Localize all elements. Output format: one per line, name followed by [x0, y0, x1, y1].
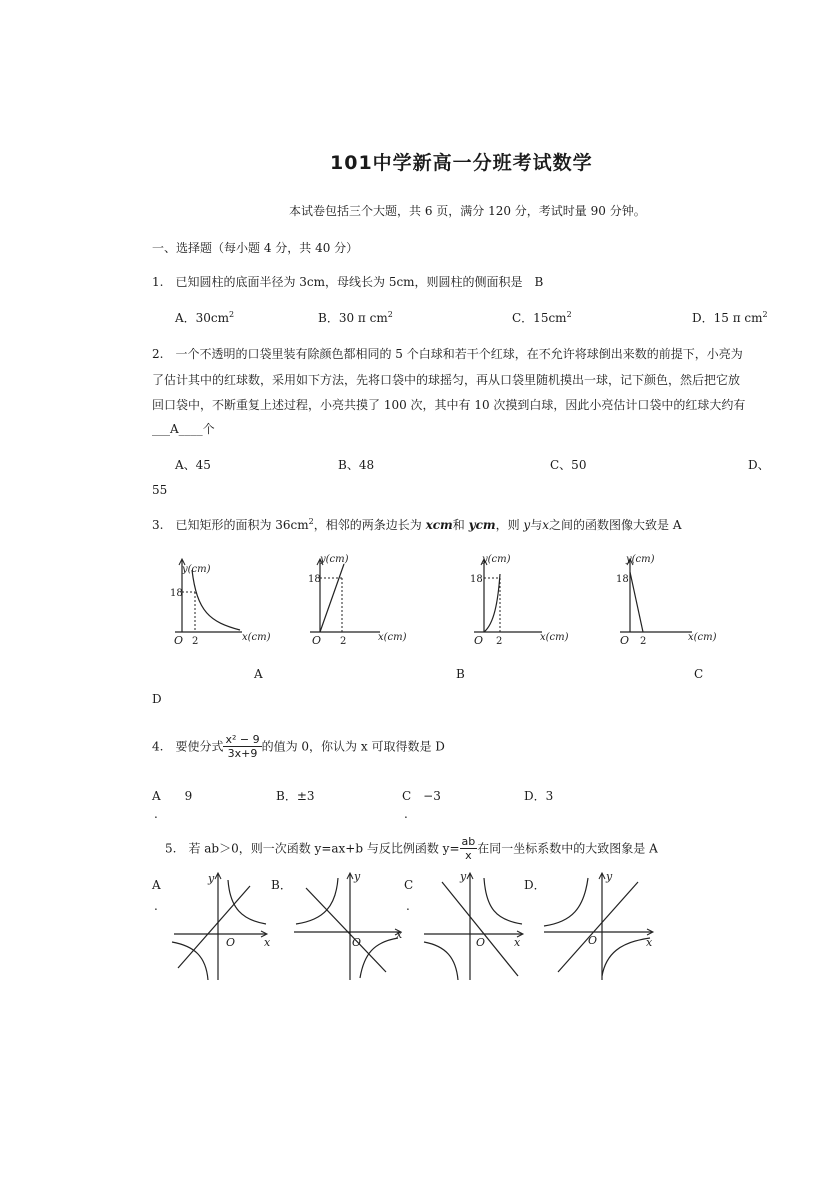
q5-label-d: D．	[524, 878, 546, 892]
q1-stem: 1. 已知圆柱的底面半径为 3cm，母线长为 5cm，则圆柱的侧面积是 B	[152, 275, 544, 289]
q3c-origin: O	[474, 634, 484, 647]
q3b-tick-2: 2	[340, 636, 347, 647]
q3c-axis-y: y(cm)	[482, 554, 511, 565]
q5-label-c: C	[404, 878, 414, 892]
q3c-axis-x: x(cm)	[540, 632, 569, 643]
q3-label-a: A	[254, 667, 263, 681]
q5-label-a: A	[152, 878, 161, 892]
q3-label-c: C	[694, 667, 704, 681]
q5b-axis-x: x	[396, 928, 403, 941]
q5b-axis-y: y	[354, 870, 361, 883]
q3-label-b: B	[456, 667, 465, 681]
q5d-origin: O	[588, 934, 598, 947]
q3a-origin: O	[174, 634, 184, 647]
q3a-axis-y: y(cm)	[182, 564, 211, 575]
q5-stem: 5. 若 ab＞0，则一次函数 y=ax+b 与反比例函数 y= $\frac{ab}{x}$ 在同一坐标系数中的大致图象是 A	[165, 835, 658, 862]
q5c-axis-x: x	[514, 936, 521, 949]
q2-option-c: C、50	[550, 458, 587, 472]
q3b-origin: O	[312, 634, 322, 647]
q5-graph-a	[172, 868, 282, 983]
q4-stem: 4. 要使分式 $\frac{\text{x² − 9}}{3x+9}$ 的值为 0，你认为 x 可取得数是 D	[152, 733, 445, 760]
q3-label-d: D	[152, 692, 162, 706]
q5d-axis-y: y	[606, 870, 613, 883]
q3-graph-b	[306, 552, 416, 647]
section-heading: 一、选择题（每小题 4 分，共 40 分）	[152, 241, 359, 255]
exam-intro: 本试卷包括三个大题，共 6 页，满分 120 分，考试时量 90 分钟。	[289, 204, 646, 218]
q5d-axis-x: x	[646, 936, 653, 949]
q3b-axis-y: y(cm)	[320, 554, 349, 565]
q3-graph-a	[170, 552, 280, 647]
q3-graph-d	[616, 552, 726, 647]
q3d-axis-y: y(cm)	[626, 554, 655, 565]
q3a-tick-18: 18	[170, 588, 183, 599]
q5c-axis-y: y	[460, 870, 467, 883]
q2-line-4: ___A____个	[152, 422, 215, 436]
q5b-origin: O	[352, 936, 362, 949]
q3d-axis-x: x(cm)	[688, 632, 717, 643]
q5-dot-a: .	[154, 899, 158, 913]
q5a-axis-y: y	[208, 872, 215, 885]
q2-option-d: D、	[748, 458, 770, 472]
q4-option-d: D．3	[524, 789, 554, 803]
q1-option-d: D．15 π $cm^2$	[692, 310, 768, 325]
q1-option-a: A．$30cm^2$	[175, 310, 235, 325]
q2-option-a: A、45	[175, 458, 211, 472]
q2-option-d-value: 55	[152, 483, 168, 497]
q1-option-c: C．$15cm^2$	[512, 310, 572, 325]
q5-dot-c: .	[406, 899, 410, 913]
q3c-tick-2: 2	[496, 636, 503, 647]
q5-graph-d	[544, 868, 659, 983]
q5-graph-b	[294, 868, 409, 983]
page-title: 101中学新高一分班考试数学	[330, 152, 593, 174]
q5a-axis-x: x	[264, 936, 271, 949]
q4-option-c: C −3	[402, 789, 441, 803]
q4-dot-a: .	[154, 807, 158, 821]
q4-option-b: B．±3	[276, 789, 315, 803]
q3c-tick-18: 18	[470, 574, 483, 585]
q2-option-b: B、48	[338, 458, 375, 472]
q3d-origin: O	[620, 634, 630, 647]
q3b-axis-x: x(cm)	[378, 632, 407, 643]
q5-graph-c	[424, 868, 534, 983]
q3a-tick-2: 2	[192, 636, 199, 647]
q4-option-a: A 9	[152, 789, 193, 803]
q2-line-3: 回口袋中，不断重复上述过程，小亮共摸了 100 次，其中有 10 次摸到白球，因此小亮估计口袋中的红球大约有	[152, 398, 746, 412]
q2-line-2: 了估计其中的红球数，采用如下方法，先将口袋中的球摇匀，再从口袋里随机摸出一球，记下颜色，然后把它放	[152, 373, 741, 387]
q2-line-1: 2. 一个不透明的口袋里装有除颜色都相同的 5 个白球和若干个红球，在不允许将球倒出来数的前提下，小亮为	[152, 347, 743, 361]
q3d-tick-2: 2	[640, 636, 647, 647]
q4-dot-c: .	[404, 807, 408, 821]
q3b-tick-18: 18	[308, 574, 321, 585]
q3d-tick-18: 18	[616, 574, 629, 585]
q3-stem: 3. 已知矩形的面积为 $36cm^2$，相邻的两条边长为 xcm和 ycm，则 y与x之间的函数图像大致是 A	[152, 517, 682, 532]
q5a-origin: O	[226, 936, 236, 949]
q3a-axis-x: x(cm)	[242, 632, 271, 643]
q3-graph-c	[470, 552, 580, 647]
q4-fraction: $\frac{\text{x² − 9}}{3x+9}$	[225, 733, 260, 760]
q1-option-b: B．30 π $cm^2$	[318, 310, 393, 325]
q5c-origin: O	[476, 936, 486, 949]
q5-label-b: B．	[271, 878, 292, 892]
q5-fraction: $\frac{ab}{x}$	[461, 835, 476, 862]
